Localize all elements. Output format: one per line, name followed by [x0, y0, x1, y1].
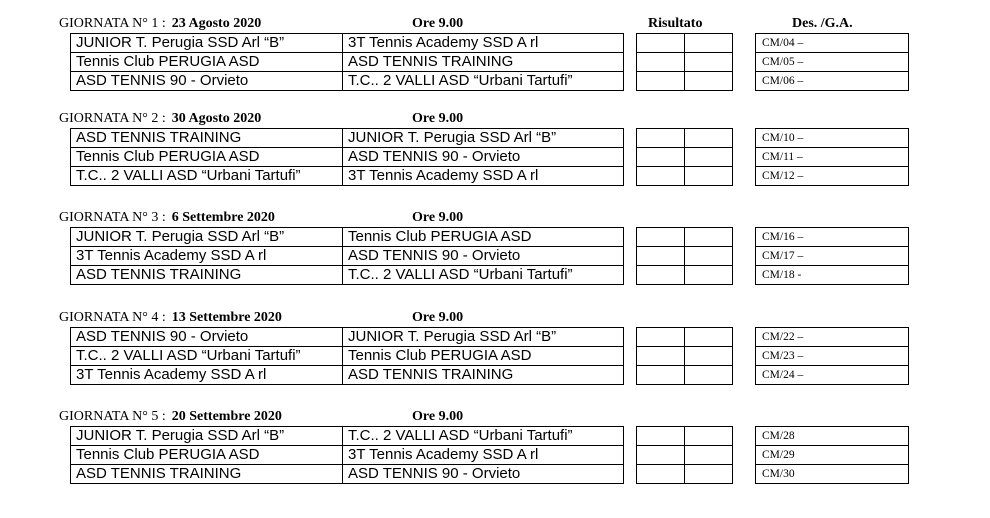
match-code-cell: CM/12 – [755, 166, 909, 186]
round-time: Ore 9.00 [412, 16, 464, 31]
round-header [59, 111, 261, 127]
home-team-cell: Tennis Club PERUGIA ASD [70, 445, 343, 465]
result-home-cell [636, 227, 685, 247]
home-team-cell: JUNIOR T. Perugia SSD Arl “B” [70, 227, 343, 247]
home-team-cell: Tennis Club PERUGIA ASD [70, 52, 343, 72]
result-home-cell [636, 166, 685, 186]
result-away-cell [684, 52, 733, 72]
round-label: GIORNATA N° 5 : [59, 409, 166, 424]
result-away-cell [684, 166, 733, 186]
designation-column-header: Des. /G.A. [792, 16, 853, 31]
away-team-cell: ASD TENNIS TRAINING [342, 52, 624, 72]
match-code-cell: CM/28 [755, 426, 909, 446]
home-team-cell: 3T Tennis Academy SSD A rl [70, 246, 343, 266]
match-code-cell: CM/29 [755, 445, 909, 465]
match-code-cell: CM/24 – [755, 365, 909, 385]
result-home-cell [636, 147, 685, 167]
result-home-cell [636, 327, 685, 347]
result-away-cell [684, 464, 733, 484]
home-team-cell: ASD TENNIS 90 - Orvieto [70, 71, 343, 91]
result-home-cell [636, 426, 685, 446]
away-team-cell: ASD TENNIS 90 - Orvieto [342, 246, 624, 266]
home-team-cell: ASD TENNIS TRAINING [70, 265, 343, 285]
result-away-cell [684, 246, 733, 266]
result-away-cell [684, 33, 733, 53]
round-date: 6 Settembre 2020 [171, 210, 275, 225]
away-team-cell: ASD TENNIS 90 - Orvieto [342, 147, 624, 167]
result-away-cell [684, 265, 733, 285]
home-team-cell: 3T Tennis Academy SSD A rl [70, 365, 343, 385]
home-team-cell: ASD TENNIS TRAINING [70, 464, 343, 484]
round-time: Ore 9.00 [412, 111, 464, 126]
away-team-cell: ASD TENNIS 90 - Orvieto [342, 464, 624, 484]
result-away-cell [684, 327, 733, 347]
away-team-cell: Tennis Club PERUGIA ASD [342, 346, 624, 366]
round-date: 20 Settembre 2020 [171, 409, 282, 424]
away-team-cell: ASD TENNIS TRAINING [342, 365, 624, 385]
round-date: 13 Settembre 2020 [171, 310, 282, 325]
away-team-cell: JUNIOR T. Perugia SSD Arl “B” [342, 327, 624, 347]
result-home-cell [636, 71, 685, 91]
away-team-cell: T.C.. 2 VALLI ASD “Urbani Tartufi” [342, 426, 624, 446]
round-date: 23 Agosto 2020 [171, 16, 262, 31]
home-team-cell: JUNIOR T. Perugia SSD Arl “B” [70, 426, 343, 446]
result-away-cell [684, 128, 733, 148]
match-code-cell: CM/05 – [755, 52, 909, 72]
result-away-cell [684, 346, 733, 366]
result-home-cell [636, 464, 685, 484]
result-away-cell [684, 445, 733, 465]
result-home-cell [636, 52, 685, 72]
round-time: Ore 9.00 [412, 210, 464, 225]
round-label: GIORNATA N° 4 : [59, 310, 166, 325]
away-team-cell: 3T Tennis Academy SSD A rl [342, 166, 624, 186]
home-team-cell: JUNIOR T. Perugia SSD Arl “B” [70, 33, 343, 53]
result-away-cell [684, 71, 733, 91]
match-code-cell: CM/17 – [755, 246, 909, 266]
result-column-header: Risultato [648, 16, 703, 31]
match-code-cell: CM/06 – [755, 71, 909, 91]
match-code-cell: CM/10 – [755, 128, 909, 148]
round-header [59, 16, 261, 32]
round-time: Ore 9.00 [412, 310, 464, 325]
home-team-cell: T.C.. 2 VALLI ASD “Urbani Tartufi” [70, 166, 343, 186]
away-team-cell: JUNIOR T. Perugia SSD Arl “B” [342, 128, 624, 148]
away-team-cell: 3T Tennis Academy SSD A rl [342, 445, 624, 465]
result-home-cell [636, 365, 685, 385]
home-team-cell: ASD TENNIS 90 - Orvieto [70, 327, 343, 347]
result-home-cell [636, 33, 685, 53]
result-home-cell [636, 265, 685, 285]
result-away-cell [684, 365, 733, 385]
away-team-cell: 3T Tennis Academy SSD A rl [342, 33, 624, 53]
result-home-cell [636, 445, 685, 465]
round-date: 30 Agosto 2020 [171, 111, 262, 126]
match-code-cell: CM/23 – [755, 346, 909, 366]
match-code-cell: CM/22 – [755, 327, 909, 347]
round-header [59, 310, 282, 326]
home-team-cell: Tennis Club PERUGIA ASD [70, 147, 343, 167]
away-team-cell: Tennis Club PERUGIA ASD [342, 227, 624, 247]
round-header [59, 409, 282, 425]
result-away-cell [684, 147, 733, 167]
round-header [59, 210, 275, 226]
result-away-cell [684, 426, 733, 446]
round-label: GIORNATA N° 2 : [59, 111, 166, 126]
away-team-cell: T.C.. 2 VALLI ASD “Urbani Tartufi” [342, 265, 624, 285]
match-code-cell: CM/11 – [755, 147, 909, 167]
round-label: GIORNATA N° 1 : [59, 16, 166, 31]
result-home-cell [636, 246, 685, 266]
result-away-cell [684, 227, 733, 247]
match-code-cell: CM/16 – [755, 227, 909, 247]
home-team-cell: T.C.. 2 VALLI ASD “Urbani Tartufi” [70, 346, 343, 366]
round-label: GIORNATA N° 3 : [59, 210, 166, 225]
match-code-cell: CM/30 [755, 464, 909, 484]
round-time: Ore 9.00 [412, 409, 464, 424]
home-team-cell: ASD TENNIS TRAINING [70, 128, 343, 148]
result-home-cell [636, 346, 685, 366]
result-home-cell [636, 128, 685, 148]
away-team-cell: T.C.. 2 VALLI ASD “Urbani Tartufi” [342, 71, 624, 91]
match-code-cell: CM/18 - [755, 265, 909, 285]
match-code-cell: CM/04 – [755, 33, 909, 53]
